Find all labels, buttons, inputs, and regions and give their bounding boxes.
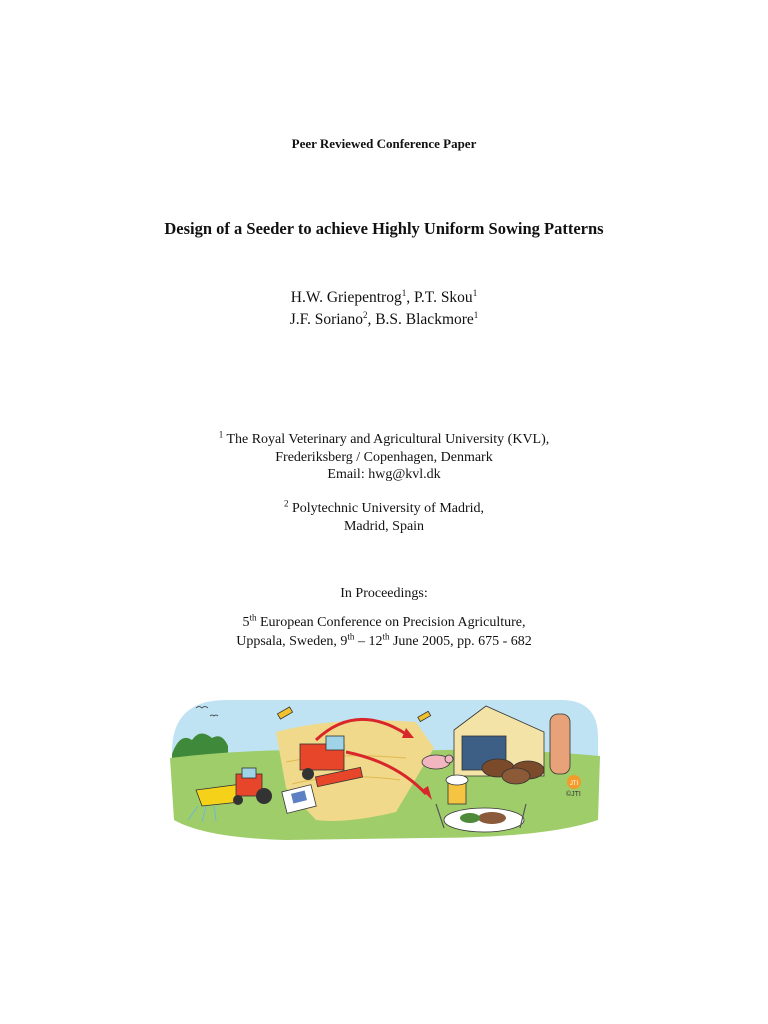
affiliation-email: Email: hwg@kvl.dk (327, 467, 441, 482)
svg-text:JTI: JTI (569, 781, 579, 787)
author-separator: , (367, 311, 376, 328)
author-separator: , (406, 289, 414, 306)
affiliation-location: Madrid, Spain (343, 518, 425, 534)
affiliation-institution: The Royal Veterinary and Agricultural University (KVL), (223, 432, 550, 447)
copyright-text: ©JTI (566, 791, 581, 798)
author-name: B.S. Blackmore (375, 311, 474, 328)
author-affiliation-number: 1 (473, 309, 479, 320)
author-name: P.T. Skou (413, 289, 473, 306)
affiliation-1 (0, 431, 768, 484)
beer-mug-icon (446, 775, 468, 804)
affiliation-number: 2 (283, 498, 289, 509)
jti-logo-icon (567, 775, 581, 789)
author-name: H.W. Griepentrog (290, 289, 402, 306)
author-line-2 (0, 309, 768, 331)
affiliation-2 (0, 500, 768, 535)
author-list (0, 287, 768, 331)
affiliation-location: Frederiksberg / Copenhagen, Denmark (275, 449, 493, 465)
affiliation-institution: Polytechnic University of Madrid, (288, 501, 485, 516)
farm-to-table-illustration (166, 692, 604, 842)
paper-title: Design of a Seeder to achieve Highly Uniform Sowing Patterns (164, 219, 604, 238)
review-label: Peer Reviewed Conference Paper (291, 136, 477, 151)
author-affiliation-number: 1 (401, 287, 407, 298)
proceedings-citation (0, 613, 768, 651)
affiliation-number: 1 (218, 429, 224, 440)
author-line-1 (0, 287, 768, 309)
author-affiliation-number: 2 (362, 309, 368, 320)
conference-name: 5th European Conference on Precision Agriculture, (242, 612, 526, 630)
author-name: J.F. Soriano (289, 311, 363, 328)
proceedings-label: In Proceedings: (340, 586, 428, 601)
conference-place-dates: Uppsala, Sweden, 9th – 12th June 2005, pp. 675 - 682 (236, 631, 532, 649)
author-affiliation-number: 1 (472, 287, 478, 298)
